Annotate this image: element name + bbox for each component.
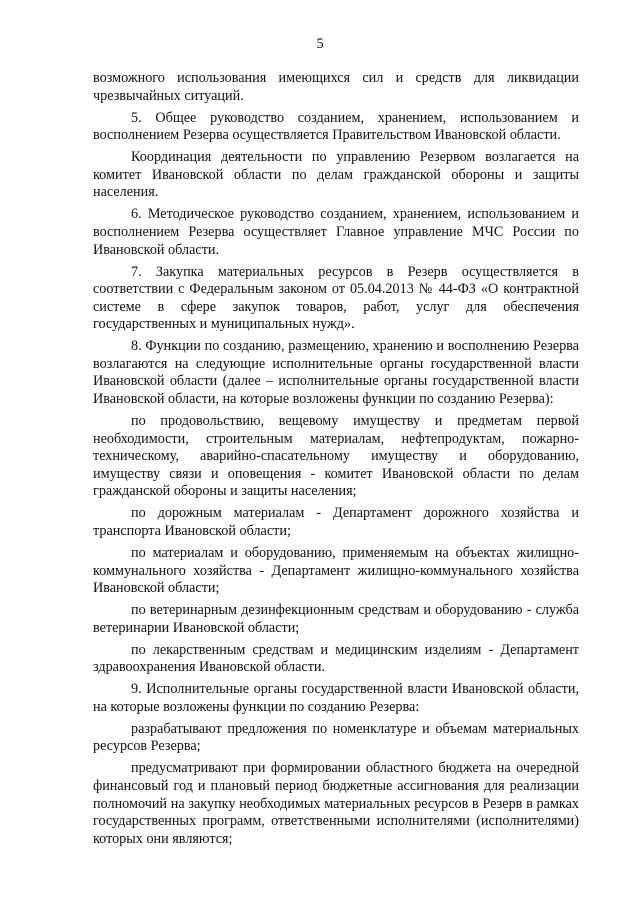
paragraph-item-7: 7. Закупка материальных ресурсов в Резерв осуществляется в соответствии с Федеральным законом от 05.04.2013 № 44-ФЗ «О контрактной системе в сфере закупок товаров, работ, услуг для обеспечения государственных и муниципальных нужд». bbox=[93, 263, 579, 333]
paragraph-food-supplies: по продовольствию, вещевому имуществу и предметам первой необходимости, строительным материалам, нефтепродуктам, пожарно-техническому, аварийно-спасательному имуществу и оборудованию, имуществу связи и оповещения - комитет Ивановской области по делам гражданской обороны и защиты населения; bbox=[93, 413, 579, 500]
paragraph-budget: предусматривают при формировании областного бюджета на очередной финансовый год и плановый период бюджетные ассигнования для реализации полномочий на закупку необходимых материальных ресурсов в Резерв в рамках государственных программ, ответственными исполнителями (исполнителями) которых они являются; bbox=[93, 760, 579, 847]
paragraph-develop-proposals: разрабатывают предложения по номенклатуре и объемам материальных ресурсов Резерва; bbox=[93, 720, 579, 755]
paragraph-utilities-materials: по материалам и оборудованию, применяемым на объектах жилищно-коммунального хозяйства - Департамент жилищно-коммунального хозяйства Ивановской области; bbox=[93, 544, 579, 597]
paragraph-coordination: Координация деятельности по управлению Резервом возлагается на комитет Ивановской области по делам гражданской обороны и защиты населения. bbox=[93, 149, 579, 201]
page-number: 5 bbox=[316, 36, 324, 52]
paragraph-item-9: 9. Исполнительные органы государственной власти Ивановской области, на которые возложены функции по созданию Резерва: bbox=[93, 681, 579, 715]
paragraph-item-5: 5. Общее руководство созданием, хранением, использованием и восполнением Резерва осуществляется Правительством Ивановской области. bbox=[93, 109, 579, 144]
paragraph-item-8: 8. Функции по созданию, размещению, хранению и восполнению Резерва возлагаются на следующие исполнительные органы государственной власти Ивановской области (далее – исполнительные органы государственной власти Ивановской области, на которые возложены функции по созданию Резерва): bbox=[93, 338, 579, 408]
paragraph-road-materials: по дорожным материалам - Департамент дорожного хозяйства и транспорта Ивановской области; bbox=[93, 505, 579, 539]
paragraph-medical: по лекарственным средствам и медицинским изделиям - Департамент здравоохранения Ивановской области. bbox=[93, 641, 579, 676]
paragraph-item-6: 6. Методическое руководство созданием, хранением, использованием и восполнением Резерва осуществляет Главное управление МЧС России по Ивановской области. bbox=[93, 206, 579, 258]
paragraph-veterinary: по ветеринарным дезинфекционным средствам и оборудованию - служба ветеринарии Ивановской области; bbox=[93, 602, 579, 636]
paragraph-continuation: возможного использования имеющихся сил и средств для ликвидации чрезвычайных ситуаций. bbox=[93, 70, 579, 104]
document-body bbox=[93, 70, 579, 848]
